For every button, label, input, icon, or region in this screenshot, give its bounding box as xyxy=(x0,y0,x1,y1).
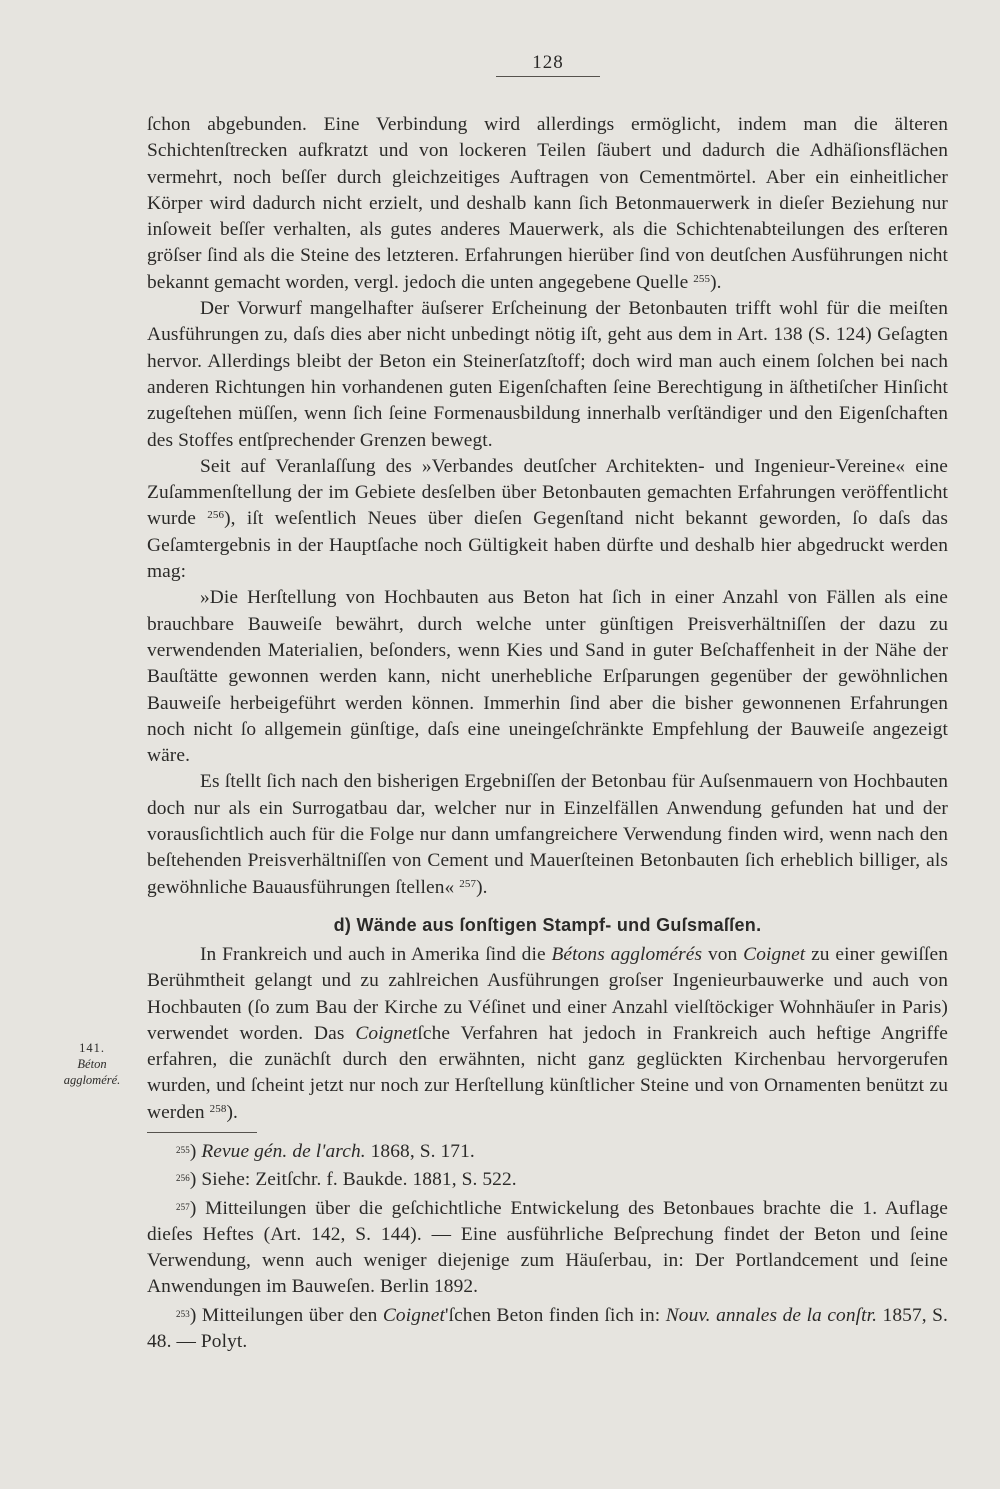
main-text xyxy=(147,112,948,1357)
margin-note-line-2: aggloméré. xyxy=(63,1073,121,1087)
page-number: 128 xyxy=(496,52,600,77)
margin-note-number: 141. xyxy=(79,1041,105,1055)
quote-paragraph-2: Es ſtellt ſich nach den bisherigen Ergebniſſen der Betonbau für Auſsenmauern von Hochbauten doch nur als ein Surrogatbau dar, welcher nur in Einzelfällen Anwendung gefunden hat und der vorausſichtlich auch für die Folge nur dann umfangreichere Verwendung finden wird, wenn nach den beſtehenden Preisverhältniſſen von Cement und Mauerſteinen Betonbauten ſich erheblich billiger, als gewöhnliche Bauausführungen ſtellen« $^{257}$). xyxy=(147,771,948,898)
footnote-divider xyxy=(147,1132,257,1133)
margin-note xyxy=(52,1040,132,1088)
quote-paragraph-1: »Die Herſtellung von Hochbauten aus Beton hat ſich in einer Anzahl von Fällen als eine brauchbare Bauweiſe bewährt, durch welche unter günſtigen Preisverhältniſſen der dazu zu verwendenden Materialien, beſonders, wenn Kies und Sand in guter Beſchaffenheit in der Nähe der Bauſtätte gewonnen werden kann, nicht unerhebliche Erſparungen gegenüber der gewöhnlichen Bauweiſe herbeigeführt werden können. Immerhin ſind aber die bisher gewonnenen Erfahrungen noch nicht ſo allgemein günſtige, daſs eine uneingeſchränkte Empfehlung der Bauweiſe angezeigt wäre. xyxy=(147,587,948,767)
footnote-258: $^{253}$) Mitteilungen über den Coignet'ſchen Beton finden ſich in: Nouv. annales de la conſtr. 1857, S. 48. — Polyt. xyxy=(147,1304,949,1353)
footnote-255: $^{255}$) Revue gén. de l'arch. 1868, S. 171. xyxy=(176,1140,475,1162)
paragraph-2: Der Vorwurf mangelhafter äuſserer Erſcheinung der Betonbauten trifft wohl für die meiſten Ausführungen zu, daſs dies aber nicht unbedingt nötig iſt, geht aus dem in Art. 138 (S. 124) Geſagten hervor. Allerdings bleibt der Beton ein Steinerſatzſtoff; doch wird man auch einem ſolchen bei nach anderen Richtungen hin vorhandenen guten Eigenſchaften ſeine Berechtigung in äſthetiſcher Hinſicht zugeſtehen müſſen, wenn ſich ſeine Formenausbildung innerhalb verſtändiger und den Eigenſchaften des Stoffes entſprechender Grenzen bewegt. xyxy=(147,298,948,451)
footnote-257: $^{257}$) Mitteilungen über die geſchichtliche Entwickelung des Betonbaues brachte die 1. Auflage dieſes Heftes (Art. 142, S. 144). — Eine ausführliche Beſprechung findet der Beton und ſeine Verwendung, wenn auch weniger diejenige zum Häuſerbau, in: Der Portlandcement und ſeine Anwendungen im Bauweſen. Berlin 1892. xyxy=(147,1197,948,1298)
footnotes xyxy=(147,1139,948,1355)
margin-note-line-1: Béton xyxy=(77,1057,107,1071)
footnote-ref-256[interactable]: 256 xyxy=(207,509,225,522)
footnote-ref-255[interactable]: 255 xyxy=(693,272,711,285)
paragraph-3: Seit auf Veranlaſſung des »Verbandes deutſcher Architekten- und Ingenieur-Vereine« eine Zuſammenſtellung der im Gebiete desſelben über Betonbauten gemachten Erfahrungen veröffentlicht wurde $^{256}$), iſt weſentlich Neues über dieſen Gegenſtand nicht bekannt geworden, ſo daſs das Geſamtergebnis in der Hauptſache noch Gültigkeit haben dürfte und deshalb hier abgedruckt werden mag: xyxy=(147,455,948,583)
section-paragraph: In Frankreich und auch in Amerika ſind die Bétons agglomérés von Coignet zu einer gewiſſen Berühmtheit gelangt und zu zahlreichen Ausführungen groſser Ingenieurbauwerke und auch von Hochbauten (ſo zum Bau der Kirche zu Véſinet und einer Anzahl vielſtöckiger Wohnhäuſer in Paris) verwendet worden. Das Coignetſche Verfahren hat jedoch in Frankreich auch heftige Angriffe erfahren, die zunächſt durch den erwähnten, nicht ganz geglückten Kirchenbau hervorgerufen wurden, und ſcheint jetzt nur noch zur Herſtellung künſtlicher Steine und von Ornamenten benützt zu werden $^{258}$). xyxy=(147,943,949,1123)
footnote-256: $^{256}$) Siehe: Zeitſchr. f. Baukde. 1881, S. 522. xyxy=(176,1169,517,1191)
footnote-ref-258[interactable]: 258 xyxy=(209,1102,227,1115)
paragraph-1: ſchon abgebunden. Eine Verbindung wird allerdings ermöglicht, indem man die älteren Schichtenſtrecken aufkratzt und von lockeren Teilen ſäubert und dadurch die Adhäſionsflächen vermehrt, noch beſſer durch gleichzeitiges Auftragen von Cementmörtel. Aber ein einheitlicher Körper wird dadurch nicht erzielt, und deshalb kann ſich Betonmauerwerk in dieſer Beziehung nur inſoweit beſſer verhalten, als gutes anderes Mauerwerk, als die Schichtenabteilungen des erſteren gröſser ſind als die Steine des letzteren. Erfahrungen hierüber ſind von deutſchen Ausführungen nicht bekannt gemacht worden, vergl. jedoch die unten angegebene Quelle $^{255}$). xyxy=(147,114,948,293)
section-heading: d) Wände aus ſonſtigen Stampf- und Guſsmaſſen. xyxy=(333,914,762,935)
footnote-ref-257[interactable]: 257 xyxy=(459,877,477,890)
